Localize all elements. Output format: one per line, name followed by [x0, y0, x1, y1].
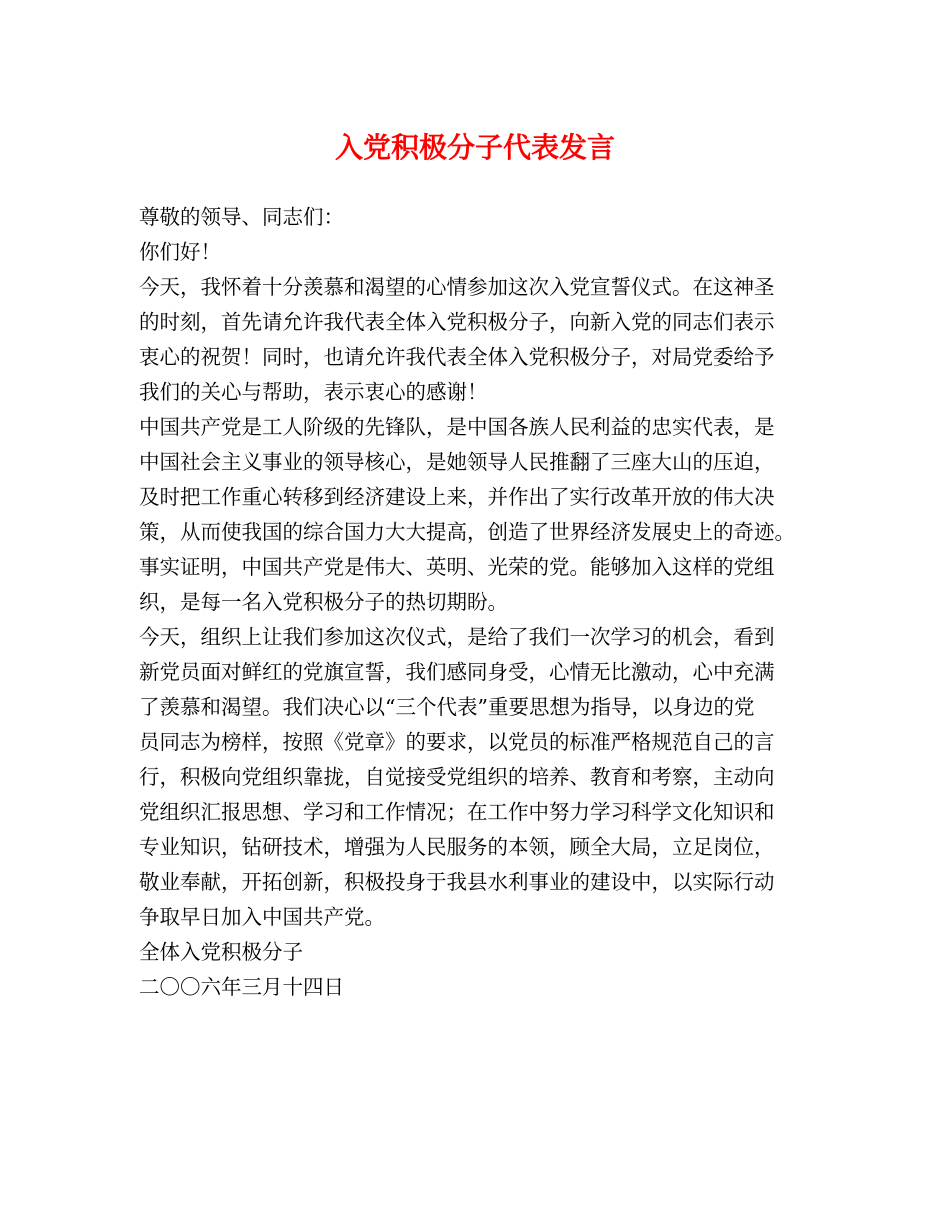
body-line: 敬业奉献，开拓创新，积极投身于我县水利事业的建设中，以实际行动 [139, 870, 775, 894]
signature-line: 全体入党积极分子 [139, 940, 303, 964]
body-line: 行，积极向党组织靠拢，自觉接受党组织的培养、教育和考察，主动向 [139, 765, 775, 789]
body-line: 今天，组织上让我们参加这次仪式，是给了我们一次学习的机会，看到 [139, 625, 775, 649]
body-line: 中国共产党是工人阶级的先锋队，是中国各族人民利益的忠实代表，是 [139, 415, 775, 439]
body-line: 我们的关心与帮助，表示衷心的感谢！ [139, 380, 488, 404]
document-body [139, 200, 839, 1005]
body-line: 织，是每一名入党积极分子的热切期盼。 [139, 590, 508, 614]
body-line: 党组织汇报思想、学习和工作情况；在工作中努力学习科学文化知识和 [139, 800, 775, 824]
salutation-line: 尊敬的领导、同志们： [139, 205, 344, 229]
body-line: 争取早日加入中国共产党。 [139, 905, 385, 929]
body-line: 员同志为榜样，按照《党章》的要求，以党员的标准严格规范自己的言 [139, 730, 775, 754]
body-line: 及时把工作重心转移到经济建设上来，并作出了实行改革开放的伟大决 [139, 485, 775, 509]
body-line: 事实证明，中国共产党是伟大、英明、光荣的党。能够加入这样的党组 [139, 555, 775, 579]
body-line: 中国社会主义事业的领导核心，是她领导人民推翻了三座大山的压迫， [139, 450, 775, 474]
body-line: 了羡慕和渴望。我们决心以“三个代表”重要思想为指导，以身边的党 [139, 695, 755, 719]
body-line: 策，从而使我国的综合国力大大提高，创造了世界经济发展史上的奇迹。 [139, 520, 795, 544]
body-line: 的时刻，首先请允许我代表全体入党积极分子，向新入党的同志们表示 [139, 310, 775, 334]
body-line: 衷心的祝贺！同时，也请允许我代表全体入党积极分子，对局党委给予 [139, 345, 775, 369]
date-line: 二〇〇六年三月十四日 [139, 975, 344, 999]
body-line: 今天，我怀着十分羡慕和渴望的心情参加这次入党宣誓仪式。在这神圣 [139, 275, 775, 299]
body-line: 新党员面对鲜红的党旗宣誓，我们感同身受，心情无比激动，心中充满 [139, 660, 775, 684]
greeting-line: 你们好！ [139, 240, 221, 264]
document-title: 入党积极分子代表发言 [334, 131, 615, 164]
body-line: 专业知识，钻研技术，增强为人民服务的本领，顾全大局，立足岗位， [139, 835, 775, 859]
